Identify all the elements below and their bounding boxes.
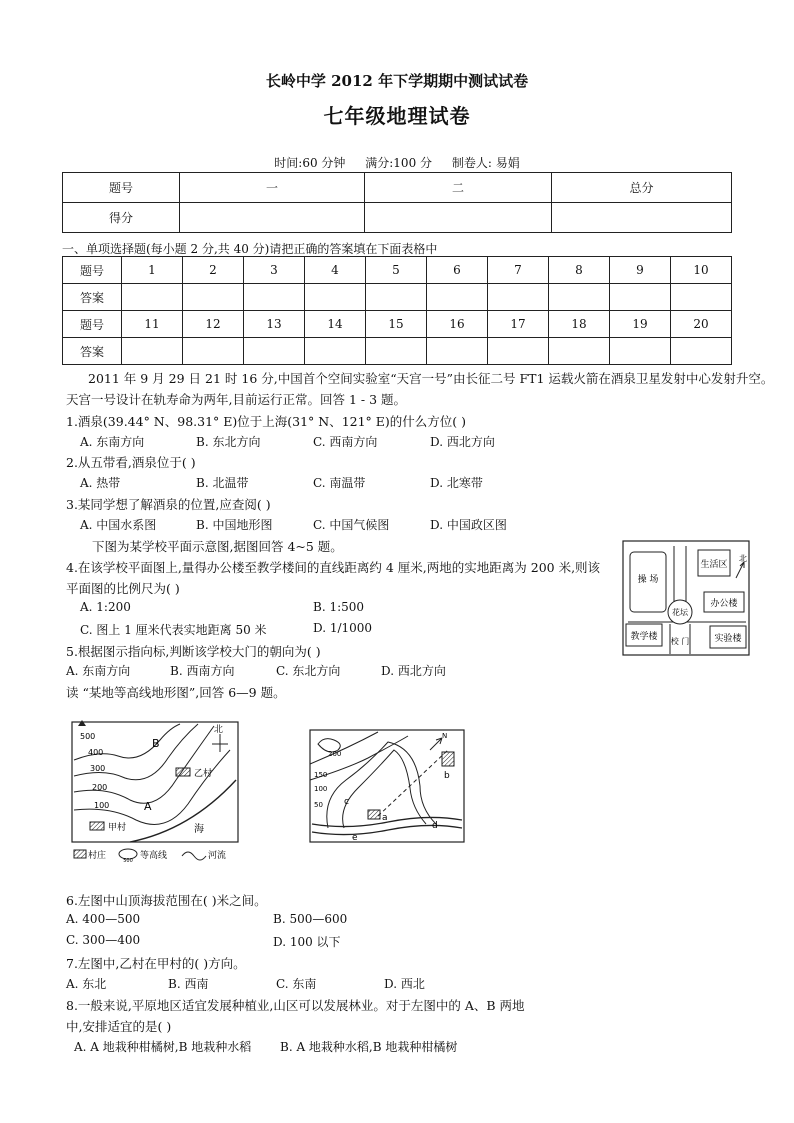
legend-river-label: 河流 <box>208 851 227 861</box>
contour-label: 500 <box>80 732 96 741</box>
score-input-cell[interactable] <box>552 203 732 233</box>
contour-label: 300 <box>90 764 106 773</box>
contour-map-left <box>70 720 240 865</box>
question-number-cell: 5 <box>366 257 427 284</box>
q7-option[interactable]: A. 东北 <box>66 977 107 991</box>
q4-option[interactable]: C. 图上 1 厘米代表实地距离 50 米 <box>80 623 267 637</box>
gate-label: 校 门 <box>670 637 690 646</box>
answer-input-cell[interactable] <box>366 338 427 365</box>
point-c-label: c <box>344 797 349 807</box>
question-number-cell: 17 <box>488 311 549 338</box>
answer-row-label: 答案 <box>63 284 122 311</box>
q8-option[interactable]: B. A 地栽种水稻,B 地栽种柑橘树 <box>280 1040 458 1054</box>
answer-input-cell[interactable] <box>122 338 183 365</box>
question-number-cell: 18 <box>549 311 610 338</box>
passage-line-1: 2011 年 9 月 29 日 21 时 16 分,中国首个空间实验室“天宫一号”由长征二号 FT1 运载火箭在酒泉卫星发射中心发射升空。 <box>88 371 774 386</box>
village-yi-icon <box>176 768 190 776</box>
question-number-cell: 14 <box>305 311 366 338</box>
score-header-cell: 总分 <box>552 173 732 203</box>
q6-option[interactable]: C. 300—400 <box>66 933 141 947</box>
legend-village-icon <box>74 850 86 858</box>
exam-time: 时间:60 分钟 <box>274 156 346 170</box>
score-header-cell: 题号 <box>63 173 180 203</box>
contour-label: 200 <box>92 783 108 792</box>
question-number-cell: 20 <box>671 311 732 338</box>
contour-map-right <box>308 728 466 844</box>
sea-label: 海 <box>194 824 204 835</box>
q8-stem-2: 中,安排适宜的是( ) <box>66 1019 172 1034</box>
q3-option[interactable]: A. 中国水系图 <box>80 518 157 532</box>
contour-label: 150 <box>314 771 328 779</box>
answer-input-cell[interactable] <box>671 338 732 365</box>
contour-label: 100 <box>314 785 328 793</box>
legend-village-label: 村庄 <box>88 851 107 861</box>
flower-bed-label: 花坛 <box>672 608 688 617</box>
question-number-cell: 7 <box>488 257 549 284</box>
q6-stem: 6.左图中山顶海拔范围在( )米之间。 <box>66 893 267 908</box>
question-number-cell: 2 <box>183 257 244 284</box>
contour-label: 100 <box>94 801 110 810</box>
answer-table <box>62 256 732 365</box>
q3-option[interactable]: C. 中国气候图 <box>313 518 390 532</box>
answer-input-cell[interactable] <box>488 284 549 311</box>
question-number-cell: 3 <box>244 257 305 284</box>
q5-option[interactable]: A. 东南方向 <box>66 664 131 678</box>
answer-input-cell[interactable] <box>488 338 549 365</box>
q2-option[interactable]: A. 热带 <box>80 476 121 490</box>
question-number-cell: 10 <box>671 257 732 284</box>
answer-input-cell[interactable] <box>183 284 244 311</box>
q5-option[interactable]: D. 西北方向 <box>381 664 446 678</box>
question-number-cell: 9 <box>610 257 671 284</box>
score-input-cell[interactable] <box>180 203 365 233</box>
q2-option[interactable]: D. 北寒带 <box>430 476 483 490</box>
score-table <box>62 172 732 233</box>
answer-input-cell[interactable] <box>549 338 610 365</box>
playground-label: 操 场 <box>637 575 659 585</box>
answer-input-cell[interactable] <box>610 338 671 365</box>
intro-6-9: 读 “某地等高线地形图”,回答 6—9 题。 <box>66 685 286 700</box>
q4-option[interactable]: A. 1:200 <box>80 600 131 614</box>
answer-input-cell[interactable] <box>244 338 305 365</box>
village-yi-label: 乙村 <box>194 769 213 779</box>
question-number-cell: 6 <box>427 257 488 284</box>
point-a-label: A <box>144 800 152 813</box>
lab-building-label: 实验楼 <box>714 634 742 644</box>
question-number-cell: 12 <box>183 311 244 338</box>
q5-option[interactable]: C. 东北方向 <box>276 664 341 678</box>
q1-option[interactable]: A. 东南方向 <box>80 435 145 449</box>
answer-input-cell[interactable] <box>427 284 488 311</box>
q4-stem-2: 平面图的比例尺为( ) <box>66 581 180 596</box>
north-label: N <box>442 732 448 740</box>
q3-stem: 3.某同学想了解酒泉的位置,应查阅( ) <box>66 497 271 512</box>
q3-option[interactable]: B. 中国地形图 <box>196 518 273 532</box>
section1-heading: 一、单项选择题(每小题 2 分,共 40 分)请把正确的答案填在下面表格中 <box>62 242 438 256</box>
q5-stem: 5.根据图示指向标,判断该学校大门的朝向为( ) <box>66 644 321 659</box>
village-jia-icon <box>90 822 104 830</box>
score-input-cell[interactable] <box>365 203 552 233</box>
answer-row-label: 答案 <box>63 338 122 365</box>
passage-line-2: 天宫一号设计在轨寿命为两年,目前运行正常。回答 1 - 3 题。 <box>66 392 406 407</box>
question-number-cell: 8 <box>549 257 610 284</box>
contour-label: 200 <box>328 750 342 758</box>
answer-row-label: 题号 <box>63 257 122 284</box>
q8-option[interactable]: A. A 地栽种柑橘树,B 地栽种水稻 <box>74 1040 252 1054</box>
legend-contour-label: 等高线 <box>140 851 168 861</box>
q5-option[interactable]: B. 西南方向 <box>170 664 235 678</box>
contour-label: 400 <box>88 748 104 757</box>
q4-stem-1: 4.在该学校平面图上,量得办公楼至教学楼间的直线距离约 4 厘米,两地的实地距离为 200 米,则该 <box>66 560 601 575</box>
north-label: 北 <box>739 554 747 563</box>
q7-option[interactable]: D. 西北 <box>384 977 425 991</box>
living-area-label: 生活区 <box>700 560 728 570</box>
village-b-icon <box>442 752 454 766</box>
q4-option[interactable]: D. 1/1000 <box>313 621 373 635</box>
q4-option[interactable]: B. 1:500 <box>313 600 365 614</box>
answer-input-cell[interactable] <box>122 284 183 311</box>
question-number-cell: 11 <box>122 311 183 338</box>
answer-input-cell[interactable] <box>549 284 610 311</box>
question-number-cell: 1 <box>122 257 183 284</box>
answer-input-cell[interactable] <box>244 284 305 311</box>
score-header-cell: 一 <box>180 173 365 203</box>
answer-input-cell[interactable] <box>427 338 488 365</box>
contour-label: 50 <box>314 801 323 809</box>
q1-option[interactable]: C. 西南方向 <box>313 435 378 449</box>
question-number-cell: 19 <box>610 311 671 338</box>
legend-contour-value: 500 <box>123 858 133 864</box>
question-number-cell: 4 <box>305 257 366 284</box>
q6-option[interactable]: D. 100 以下 <box>273 935 341 949</box>
office-building-label: 办公楼 <box>710 599 738 609</box>
q2-stem: 2.从五带看,酒泉位于( ) <box>66 455 196 470</box>
north-label: 北 <box>214 725 224 735</box>
q7-stem: 7.左图中,乙村在甲村的( )方向。 <box>66 956 246 971</box>
exam-meta <box>0 154 794 171</box>
answer-input-cell[interactable] <box>305 284 366 311</box>
exam-title: 七年级地理试卷 <box>323 104 471 128</box>
q1-stem: 1.酒泉(39.44° N、98.31° E)位于上海(31° N、121° E)的什么方位( ) <box>66 414 467 429</box>
answer-input-cell[interactable] <box>610 284 671 311</box>
q6-option[interactable]: A. 400—500 <box>66 912 141 926</box>
village-jia-label: 甲村 <box>108 823 127 833</box>
teaching-building-label: 教学楼 <box>630 632 658 642</box>
intro-4-5: 下图为某学校平面示意图,据图回答 4~5 题。 <box>92 539 343 554</box>
q1-option[interactable]: D. 西北方向 <box>430 435 495 449</box>
question-number-cell: 15 <box>366 311 427 338</box>
point-b-label: B <box>152 737 160 750</box>
q7-option[interactable]: B. 西南 <box>168 977 209 991</box>
answer-input-cell[interactable] <box>305 338 366 365</box>
point-e-label: e <box>352 833 358 843</box>
question-number-cell: 13 <box>244 311 305 338</box>
answer-input-cell[interactable] <box>366 284 427 311</box>
score-row-label: 得分 <box>63 203 180 233</box>
village-a-icon <box>368 810 380 819</box>
q1-option[interactable]: B. 东北方向 <box>196 435 261 449</box>
score-header-cell: 二 <box>365 173 552 203</box>
point-d-label: d <box>432 821 438 831</box>
q3-option[interactable]: D. 中国政区图 <box>430 518 507 532</box>
q2-option[interactable]: C. 南温带 <box>313 476 366 490</box>
school-plan-map <box>622 540 750 656</box>
point-a-label: a <box>382 813 388 823</box>
exam-author: 制卷人: 易娟 <box>451 156 520 170</box>
answer-row-label: 题号 <box>63 311 122 338</box>
answer-input-cell[interactable] <box>183 338 244 365</box>
school-exam-title: 长岭中学 2012 年下学期期中测试试卷 <box>265 72 529 90</box>
q2-option[interactable]: B. 北温带 <box>196 476 249 490</box>
legend-river-icon <box>182 852 206 860</box>
q8-stem-1: 8.一般来说,平原地区适宜发展种植业,山区可以发展林业。对于左图中的 A、B 两地 <box>66 998 525 1013</box>
q7-option[interactable]: C. 东南 <box>276 977 317 991</box>
answer-input-cell[interactable] <box>671 284 732 311</box>
question-number-cell: 16 <box>427 311 488 338</box>
exam-full-score: 满分:100 分 <box>365 156 433 170</box>
q6-option[interactable]: B. 500—600 <box>273 912 348 926</box>
point-b-label: b <box>444 771 450 781</box>
